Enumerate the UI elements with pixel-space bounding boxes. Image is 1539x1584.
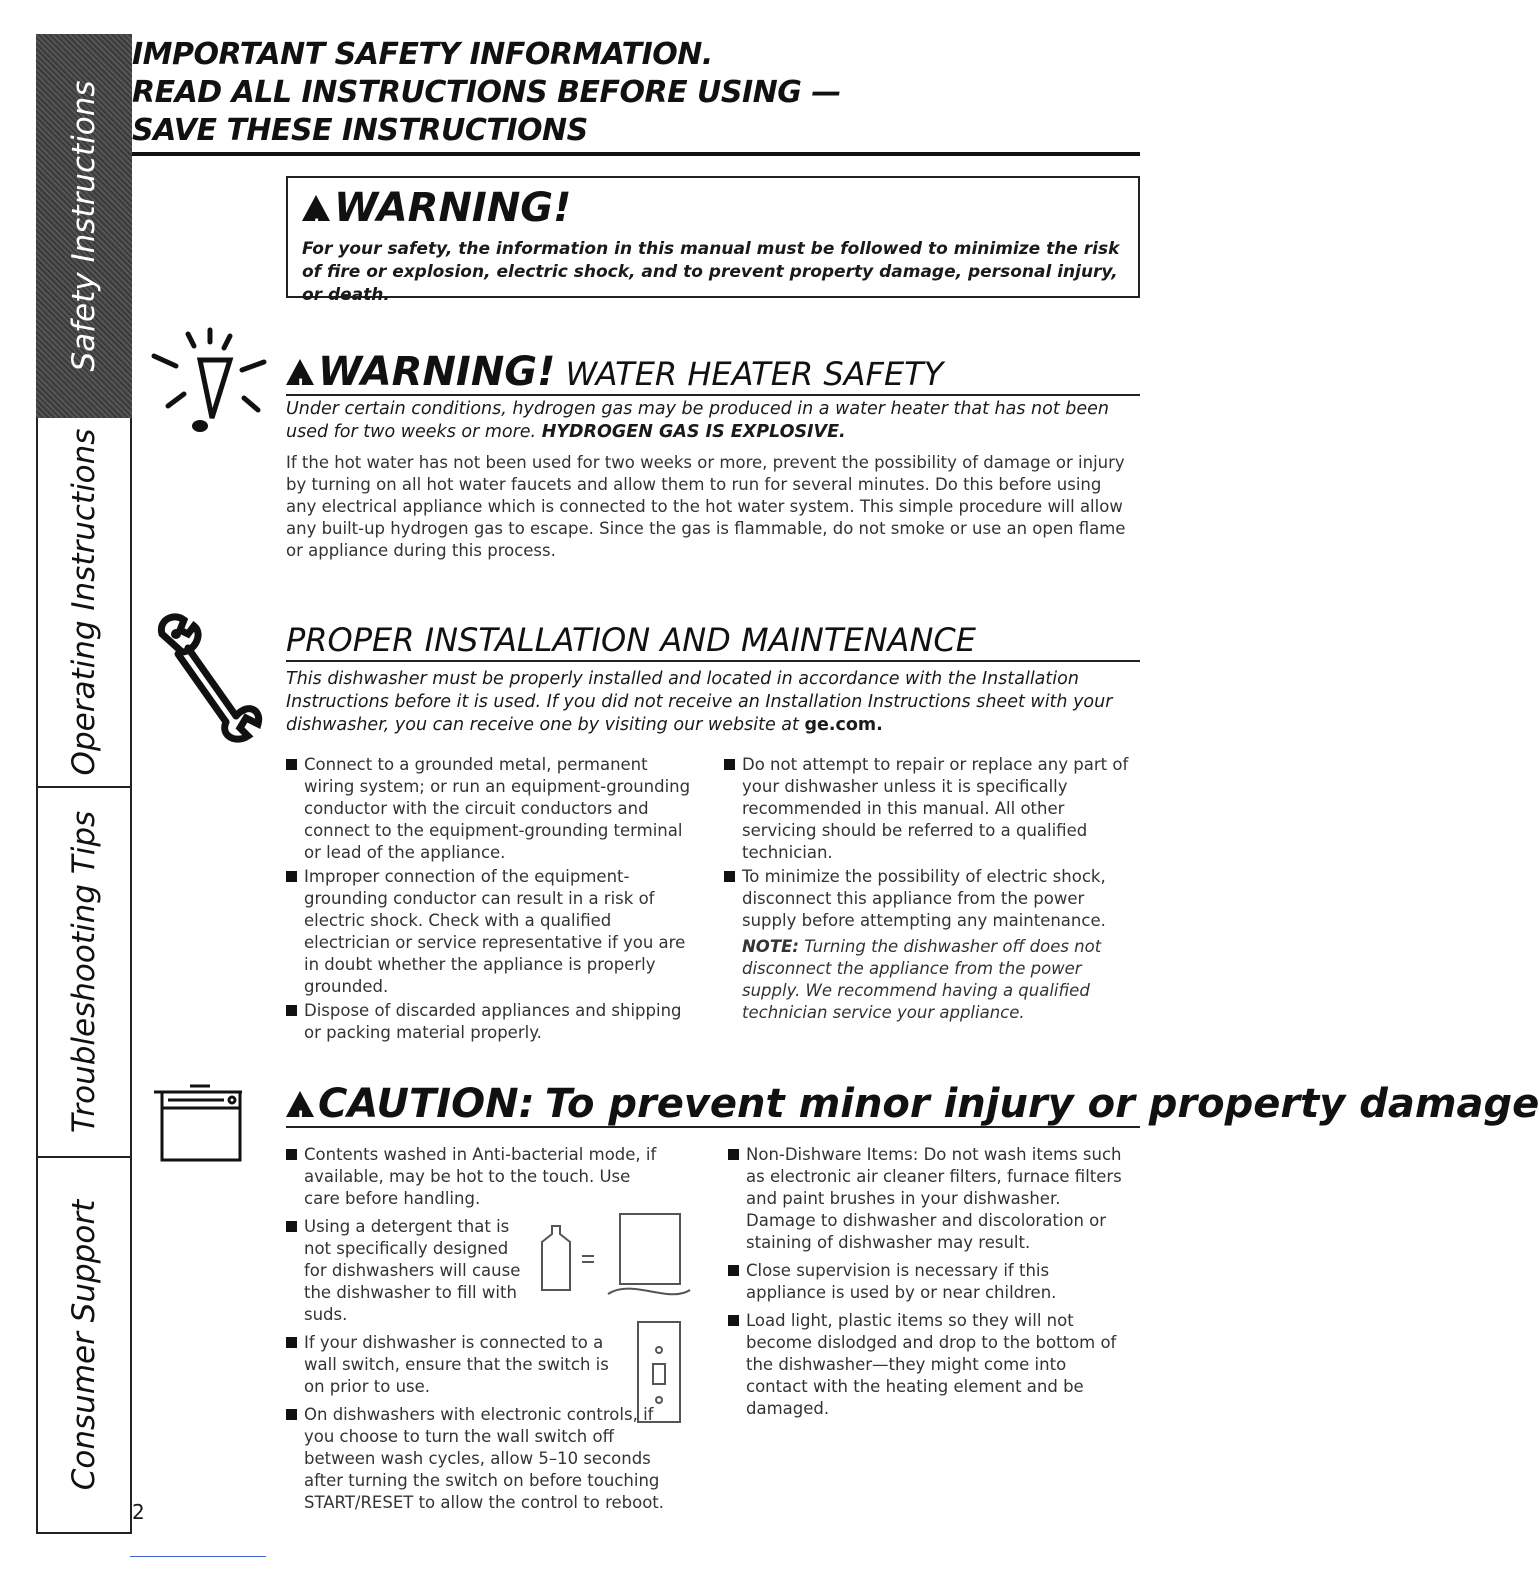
water-heater-intro bbox=[286, 398, 1140, 444]
caution-right-list bbox=[728, 1144, 1132, 1420]
installation-note bbox=[724, 936, 1134, 1024]
note-label: NOTE: bbox=[742, 937, 799, 956]
caution-heading bbox=[286, 1081, 1539, 1128]
tab-label: Consumer Support bbox=[66, 1199, 102, 1491]
footer-rule bbox=[130, 1556, 266, 1557]
tab-safety-instructions[interactable] bbox=[36, 34, 132, 418]
list-item: Do not attempt to repair or replace any part of your dishwasher unless it is specifically recommended in this manual. All other servicing should be referred to a qualified technician. bbox=[724, 754, 1134, 864]
tab-operating-instructions[interactable] bbox=[36, 418, 132, 788]
dishwasher-icon bbox=[150, 1082, 246, 1164]
ge-website-link[interactable]: ge.com. bbox=[804, 715, 883, 735]
list-item: Dispose of discarded appliances and shipping or packing material properly. bbox=[286, 1000, 700, 1044]
list-item: Using a detergent that is not specifically designed for dishwashers will cause the dishwasher to fill with suds. bbox=[286, 1216, 524, 1326]
note-text: Turning the dishwasher off does not disconnect the appliance from the power supply. We recommend having a qualified technician service your appliance. bbox=[742, 937, 1102, 1022]
caution-subtitle: To prevent minor injury or property damage bbox=[544, 1081, 1539, 1127]
section-tabs bbox=[36, 34, 132, 1534]
water-heater-intro-text: Under certain conditions, hydrogen gas may be produced in a water heater that has not been used for two weeks or more. bbox=[286, 399, 1110, 442]
list-item: Improper connection of the equipment-grounding conductor can result in a risk of electric shock. Check with a qualified electrician or service representative if you are in doubt whether the appliance is properly grounded. bbox=[286, 866, 700, 998]
list-item: Close supervision is necessary if this appliance is used by or near children. bbox=[728, 1260, 1132, 1304]
tab-label: Operating Instructions bbox=[66, 428, 102, 776]
header-line-1: IMPORTANT SAFETY INFORMATION. bbox=[132, 37, 713, 72]
tab-consumer-support[interactable] bbox=[36, 1158, 132, 1534]
page-number: 2 bbox=[132, 1500, 145, 1524]
tab-label: Troubleshooting Tips bbox=[66, 810, 102, 1134]
tab-label: Safety Instructions bbox=[66, 80, 102, 372]
page-header bbox=[132, 36, 1140, 156]
water-heater-warning-label: WARNING! bbox=[318, 349, 556, 395]
list-item: If your dishwasher is connected to a wall switch, ensure that the switch is on prior to use. bbox=[286, 1332, 624, 1398]
caution-left-list bbox=[286, 1144, 666, 1514]
header-line-3: SAVE THESE INSTRUCTIONS bbox=[132, 113, 588, 148]
water-heater-heading bbox=[286, 349, 1140, 396]
detergent-bottle-icon bbox=[536, 1212, 696, 1316]
bulb-warning-icon bbox=[148, 326, 282, 436]
list-item: Non-Dishware Items: Do not wash items such as electronic air cleaner filters, furnace filters and paint brushes in your dishwasher. Damage to dishwasher and discoloration or staining of dishwasher may result. bbox=[728, 1144, 1132, 1254]
warning-text: For your safety, the information in this manual must be followed to minimize the risk of fire or explosion, electric shock, and to prevent property damage, personal injury, or death. bbox=[302, 239, 1120, 305]
tab-troubleshooting-tips[interactable] bbox=[36, 788, 132, 1158]
installation-heading bbox=[286, 620, 1140, 662]
warning-triangle-icon bbox=[302, 195, 330, 221]
caution-label: CAUTION: bbox=[318, 1081, 535, 1127]
wall-switch-icon bbox=[636, 1320, 682, 1424]
installation-intro-text: This dishwasher must be properly installed and located in accordance with the Installation Instructions before it is used. If you did not receive an Installation Instructions sheet with your dishwasher, you can receive one by visiting our website at bbox=[286, 669, 1113, 735]
warning-title bbox=[302, 184, 1124, 232]
header-line-2: READ ALL INSTRUCTIONS BEFORE USING — bbox=[132, 75, 841, 110]
wrench-icon bbox=[154, 612, 266, 744]
installation-right-list bbox=[724, 754, 1134, 1024]
installation-left-list bbox=[286, 754, 700, 1044]
list-item: Load light, plastic items so they will not become dislodged and drop to the bottom of the dishwasher—they might come into contact with the heating element and be damaged. bbox=[728, 1310, 1132, 1420]
installation-intro bbox=[286, 668, 1140, 737]
list-item: On dishwashers with electronic controls, if you choose to turn the wall switch off between wash cycles, allow 5–10 seconds after turning the switch on before touching START/RESET to allow the control to reboot. bbox=[286, 1404, 666, 1514]
water-heater-body: If the hot water has not been used for two weeks or more, prevent the possibility of damage or injury by turning on all hot water faucets and allow them to run for several minutes. Do this before using any electrical appliance which is connected to the hot water system. This simple procedure will allow any built-up hydrogen gas to escape. Since the gas is flammable, do not smoke or use an open flame or appliance during this process. bbox=[286, 453, 1126, 560]
list-item: Connect to a grounded metal, permanent wiring system; or run an equipment-grounding conductor with the circuit conductors and connect to the equipment-grounding terminal or lead of the appliance. bbox=[286, 754, 700, 864]
warning-triangle-icon bbox=[286, 1091, 314, 1117]
hydrogen-warning: HYDROGEN GAS IS EXPLOSIVE. bbox=[541, 422, 846, 442]
warning-title-text: WARNING! bbox=[334, 185, 572, 231]
warning-triangle-icon bbox=[286, 359, 314, 385]
installation-title: PROPER INSTALLATION AND MAINTENANCE bbox=[286, 621, 976, 659]
list-item: Contents washed in Anti-bacterial mode, if available, may be hot to the touch. Use care before handling. bbox=[286, 1144, 666, 1210]
list-item: To minimize the possibility of electric shock, disconnect this appliance from the power supply before attempting any maintenance. bbox=[724, 866, 1134, 932]
warning-box bbox=[286, 176, 1140, 305]
water-heater-title: WATER HEATER SAFETY bbox=[565, 355, 944, 393]
